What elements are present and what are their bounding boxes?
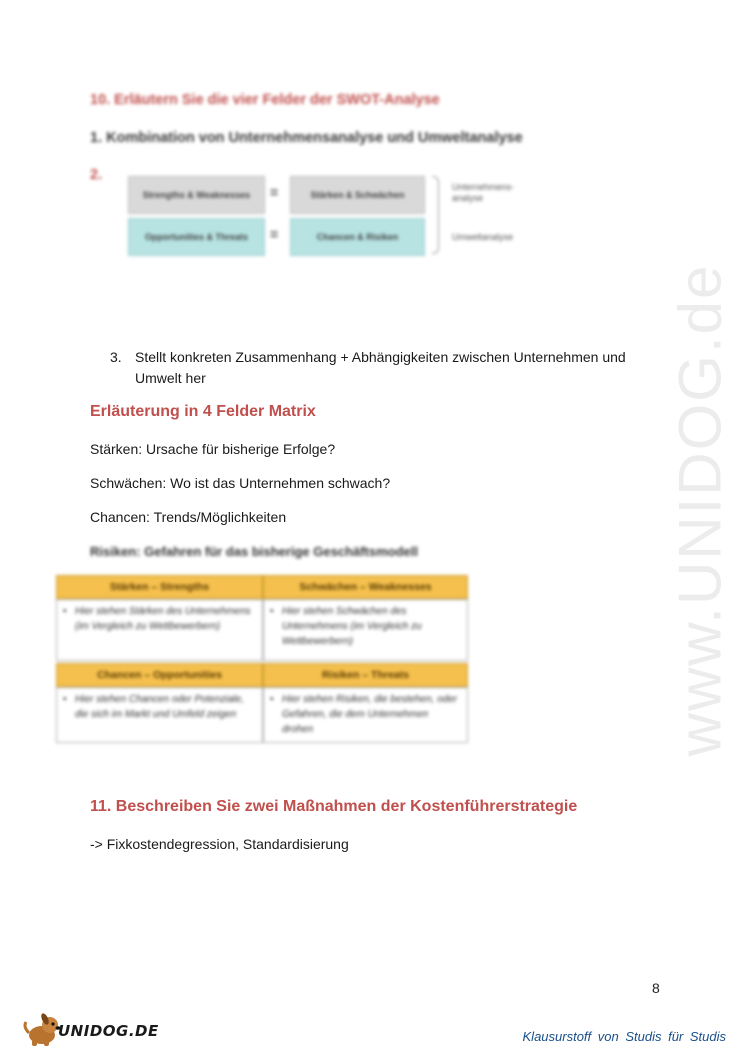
- question-11-answer: -> Fixkostendegression, Standardisierung: [90, 836, 349, 852]
- footer-tagline: Klausurstoff von Studis für Studis: [522, 1029, 726, 1044]
- matrix-cell-text: Hier stehen Schwächen des Unternehmens (im Vergleich zu Wettbewerbern): [282, 606, 422, 647]
- matrix-header-threats: Risiken – Threats: [263, 663, 468, 687]
- swot-matrix: [46, 575, 470, 743]
- matrix-cell-text: Hier stehen Risiken, die bestehen, oder Gefahren, die dem Unternehmen drohen: [282, 694, 458, 735]
- risks-line: Risiken: Gefahren für das bisherige Geschäftsmodell: [90, 544, 418, 559]
- diagram-equals-1: =: [270, 184, 279, 200]
- watermark: www.UNIDOG.de: [666, 263, 734, 757]
- diagram-box-chancen-risiken: Chancen & Risiken: [290, 218, 425, 256]
- logo-text: UNIDOG.DE: [58, 1022, 159, 1040]
- point-2-number: 2.: [90, 167, 103, 183]
- question-11-heading: 11. Beschreiben Sie zwei Maßnahmen der Kostenführerstrategie: [90, 798, 578, 815]
- opportunities-line: Chancen: Trends/Möglichkeiten: [90, 509, 287, 525]
- bullet: •: [270, 606, 274, 617]
- diagram-bracket: [432, 176, 439, 254]
- strengths-line: Stärken: Ursache für bisherige Erfolge?: [90, 441, 336, 457]
- diagram-box-strengths-weaknesses: Strengths & Weaknesses: [128, 176, 265, 214]
- diagram-box-opportunities-threats: Opportunities & Threats: [128, 218, 265, 256]
- matrix-heading: Erläuterung in 4 Felder Matrix: [90, 403, 316, 420]
- matrix-cell-weaknesses: [263, 599, 468, 661]
- matrix-cell-opportunities: [56, 687, 263, 743]
- bullet: •: [63, 694, 67, 705]
- point-3-number: 3.: [110, 349, 122, 365]
- bullet: •: [270, 694, 274, 705]
- matrix-cell-text: Hier stehen Stärken des Unternehmens (im Vergleich zu Wettbewerbern): [75, 606, 251, 632]
- diagram-box-staerken-schwaechen: Stärken & Schwächen: [290, 176, 425, 214]
- matrix-cell-strengths: [56, 599, 263, 661]
- matrix-header-strengths: Stärken – Strengths: [56, 575, 263, 599]
- diagram-label-unternehmensanalyse: Unternehmens-analyse: [452, 182, 515, 203]
- matrix-header-opportunities: Chancen – Opportunities: [56, 663, 263, 687]
- matrix-cell-text: Hier stehen Chancen oder Potenziale, die sich im Markt und Umfeld zeigen: [75, 694, 244, 720]
- weaknesses-line: Schwächen: Wo ist das Unternehmen schwach?: [90, 475, 391, 491]
- matrix-header-weaknesses: Schwächen – Weaknesses: [263, 575, 468, 599]
- point-1: 1. Kombination von Unternehmensanalyse und Umweltanalyse: [90, 130, 523, 146]
- bullet: •: [63, 606, 67, 617]
- point-3-text: Stellt konkreten Zusammenhang + Abhängigkeiten zwischen Unternehmen und Umwelt her: [135, 349, 626, 386]
- question-10-heading: 10. Erläutern Sie die vier Felder der SWOT-Analyse: [90, 92, 440, 108]
- matrix-cell-threats: [263, 687, 468, 743]
- diagram-label-umweltanalyse: Umweltanalyse: [452, 232, 514, 242]
- page-number: 8: [652, 980, 660, 996]
- diagram-equals-2: =: [270, 226, 279, 242]
